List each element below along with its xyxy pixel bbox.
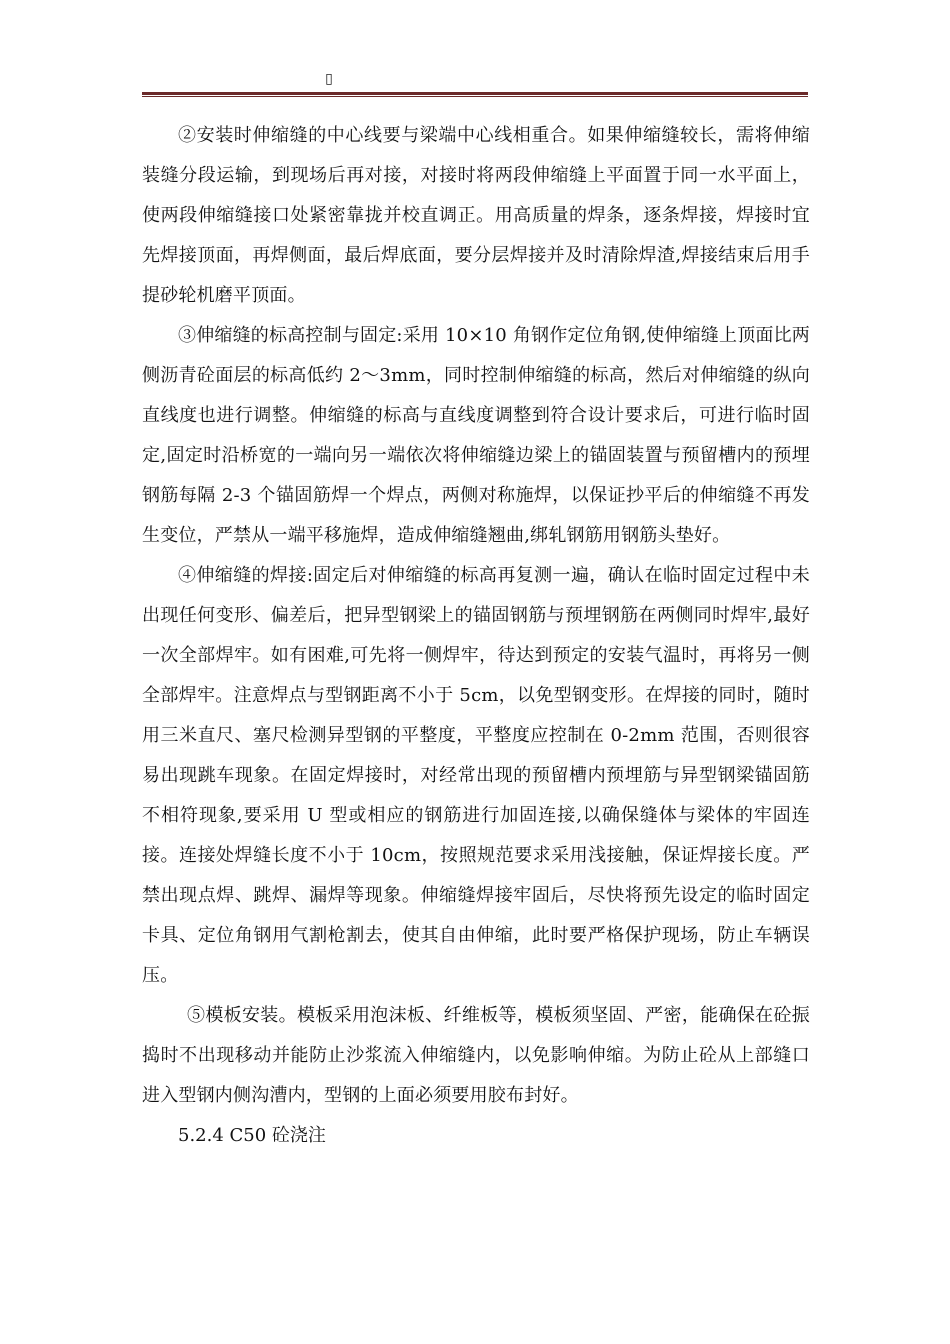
paragraph-formwork-installation: ⑤模板安装。模板采用泡沫板、纤维板等，模板须坚固、严密，能确保在砼振捣时不出现移动并能防止沙浆流入伸缩缝内，以免影响伸缩。为防止砼从上部缝口进入型钢内侧沟漕内，型钢的上面必须要用胶布封好。 (142, 1005, 810, 1106)
paragraph-welding: ④伸缩缝的焊接:固定后对伸缩缝的标高再复测一遍，确认在临时固定过程中未出现任何变形、偏差后，把异型钢梁上的锚固钢筋与预埋钢筋在两侧同时焊牢,最好一次全部焊牢。如有困难,可先将一侧焊牢，待达到预定的安装气温时，再将另一侧全部焊牢。注意焊点与型钢距离不小于 5cm，以免型钢变形。在焊接的同时，随时用三米直尺、塞尺检测异型钢的平整度，平整度应控制在 0-2mm 范围，否则很容易出现跳车现象。在固定焊接时，对经常出现的预留槽内预埋筋与异型钢梁锚固筋不相符现象,要采用 U 型或相应的钢筋进行加固连接,以确保缝体与梁体的牢固连接。连接处焊缝长度不小于 10cm，按照规范要求采用浅接触，保证焊接长度。严禁出现点焊、跳焊、漏焊等现象。伸缩缝焊接牢固后，尽快将预先设定的临时固定卡具、定位角钢用气割枪割去，使其自由伸缩，此时要严格保护现场，防止车辆误压。 (142, 565, 810, 986)
header-rule-thin-line (142, 96, 808, 97)
section-heading-c50-concrete: 5.2.4 C50 砼浇注 (178, 1125, 326, 1146)
paragraph-installation-centerline: ②安装时伸缩缝的中心线要与梁端中心线相重合。如果伸缩缝较长，需将伸缩装缝分段运输，到现场后再对接，对接时将两段伸缩缝上平面置于同一水平面上，使两段伸缩缝接口处紧密靠拢并校直调正。用高质量的焊条，逐条焊接，焊接时宜先焊接顶面，再焊侧面，最后焊底面，要分层焊接并及时清除焊渣,焊接结束后用手提砂轮机磨平顶面。 (142, 125, 810, 306)
paragraph-elevation-control-fixing: ③伸缩缝的标高控制与固定:采用 10×10 角钢作定位角钢,使伸缩缝上顶面比两侧沥青砼面层的标高低约 2～3mm，同时控制伸缩缝的标高，然后对伸缩缝的纵向直线度也进行调整。伸缩缝的标高与直线度调整到符合设计要求后，可进行临时固定,固定时沿桥宽的一端向另一端依次将伸缩缝边梁上的锚固装置与预留槽内的预埋钢筋每隔 2-3 个锚固筋焊一个焊点，两侧对称施焊，以保证抄平后的伸缩缝不再发生变位，严禁从一端平移施焊，造成伸缩缝翘曲,绑轧钢筋用钢筋头垫好。 (142, 325, 810, 546)
header-placeholder-glyph: ▯ (325, 71, 333, 87)
header-double-rule (142, 92, 808, 98)
header-rule-thick-line (142, 92, 808, 95)
document-body (142, 116, 810, 1156)
